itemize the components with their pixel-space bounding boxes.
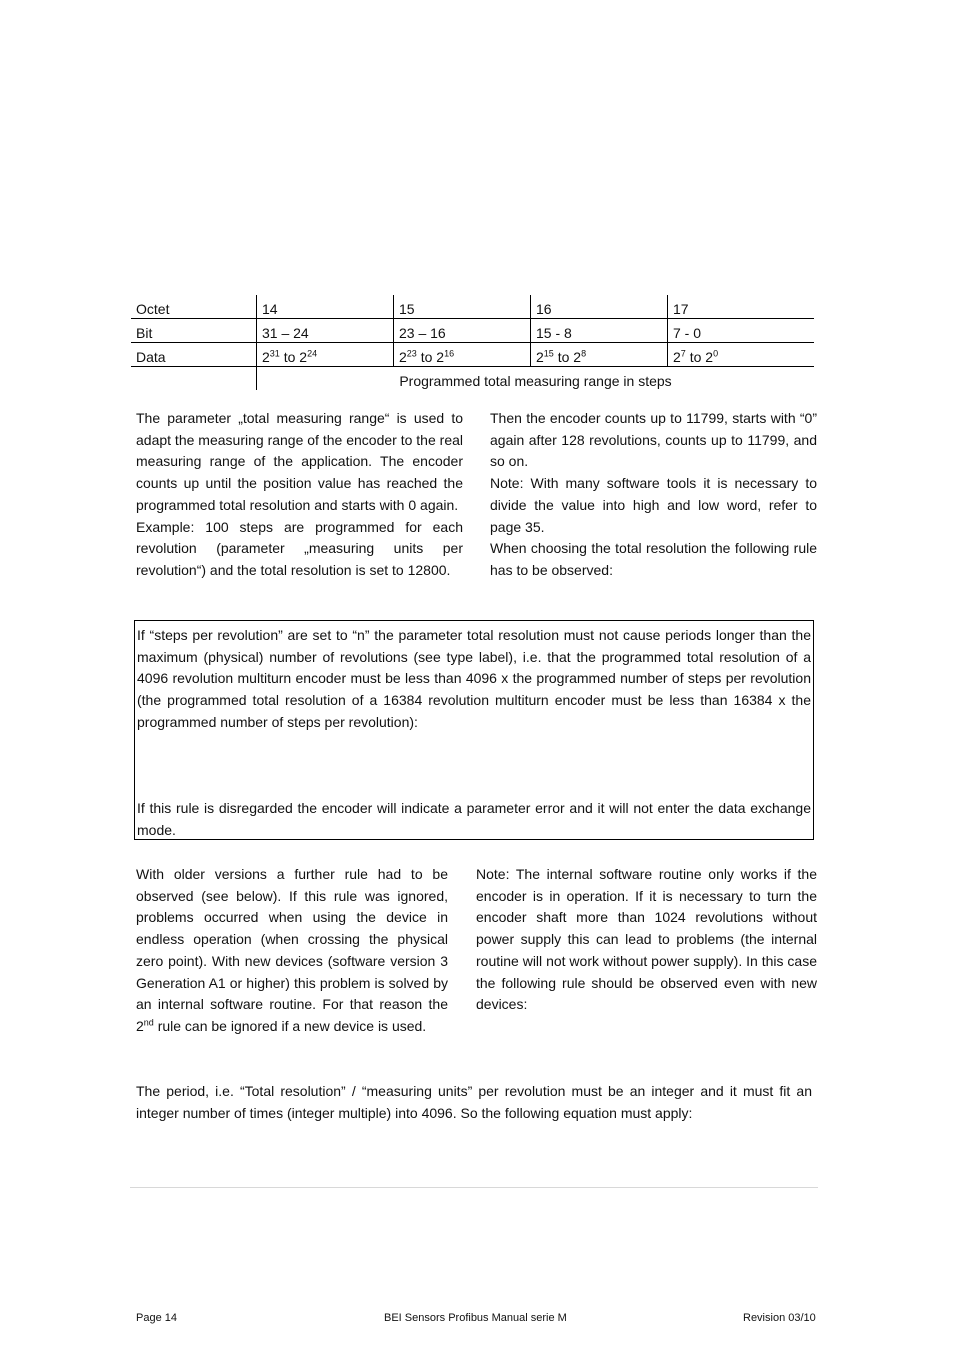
paragraph: When choosing the total resolution the following rule has to be observed:: [490, 540, 817, 578]
data-row: [131, 343, 814, 367]
power-cell: $2^{23}$ to $2^{16}$: [394, 343, 531, 367]
table-cell: 7 - 0: [668, 319, 815, 343]
paragraph: The parameter „total measuring range“ is used to adapt the measuring range of the encoder to the real measuring range of the application. The encoder counts up until the position value has reached the programmed total resolution and starts with 0 again.: [136, 410, 463, 513]
row-label: Octet: [131, 295, 257, 319]
paragraph: Example: 100 steps are programmed for each revolution (parameter „measuring units per revolution“) and the total resolution is set to 12800.: [136, 518, 463, 578]
rule-text: If “steps per revolution” are set to “n” the parameter total resolution must not cause periods longer than the maximum (physical) number of revolutions (see type label), i.e. that the programmed total resolution of a 4096 revolution multiturn encoder must be less than 4096 x the programmed number of steps per revolution (the programmed total resolution of a 16384 revolution multiturn encoder must be less than 16384 x the programmed number of steps per revolution):: [137, 627, 811, 730]
footer-revision: Revision 03/10: [743, 1312, 816, 1324]
table-cell: 14: [257, 295, 394, 319]
footer-title: BEI Sensors Profibus Manual serie M: [384, 1312, 567, 1324]
rule-box: [134, 620, 814, 840]
paragraph: Then the encoder counts up to 11799, starts with “0” again after 128 revolutions, counts up to 11799, and so on.: [490, 410, 817, 470]
lower-left-column: [136, 864, 448, 1038]
right-column: [490, 408, 817, 582]
period-paragraph: [136, 1081, 812, 1124]
paragraph: Note: The internal software routine only works if the encoder is in operation. If it is necessary to turn the encoder shaft more than 1024 revolutions without power supply this can lead to problems (the internal routine will not work without power supply). In this case the following rule should be observed even with new devices:: [476, 866, 817, 1013]
empty-cell: [131, 367, 257, 391]
left-column: [136, 408, 463, 582]
footer-page-number: Page 14: [136, 1312, 177, 1324]
table-cell: 31 – 24: [257, 319, 394, 343]
caption-row: [131, 367, 814, 391]
bit-row: [131, 319, 814, 343]
divider: [130, 1187, 818, 1188]
table-caption: Programmed total measuring range in steps: [257, 367, 815, 391]
paragraph: Note: With many software tools it is necessary to divide the value into high and low word, refer to page 35.: [490, 475, 817, 535]
rule-warning-text: If this rule is disregarded the encoder will indicate a parameter error and it will not enter the data exchange mode.: [137, 800, 811, 838]
power-cell: $2^7$ to $2^0$: [668, 343, 815, 367]
row-label: Bit: [131, 319, 257, 343]
power-cell: $2^{31}$ to $2^{24}$: [257, 343, 394, 367]
paragraph: The period, i.e. “Total resolution” / “measuring units” per revolution must be an integer and it must fit an integer number of times (integer multiple) into 4096. So the following equation must apply:: [136, 1083, 812, 1121]
table-cell: 17: [668, 295, 815, 319]
octet-table: [131, 295, 814, 390]
table-cell: 16: [531, 295, 668, 319]
lower-right-column: [476, 864, 817, 1016]
row-label: Data: [131, 343, 257, 367]
power-cell: $2^{15}$ to $2^8$: [531, 343, 668, 367]
table-cell: 23 – 16: [394, 319, 531, 343]
table-cell: 15: [394, 295, 531, 319]
table-cell: 15 - 8: [531, 319, 668, 343]
octet-row: [131, 295, 814, 319]
paragraph: With older versions a further rule had to be observed (see below). If this rule was ignored, problems occurred when using the device in endless operation (when crossing the physical zero point). With new devices (software version 3 Generation A1 or higher) this problem is solved by an internal software routine. For that reason the 2nd rule can be ignored if a new device is used.: [136, 866, 448, 1034]
